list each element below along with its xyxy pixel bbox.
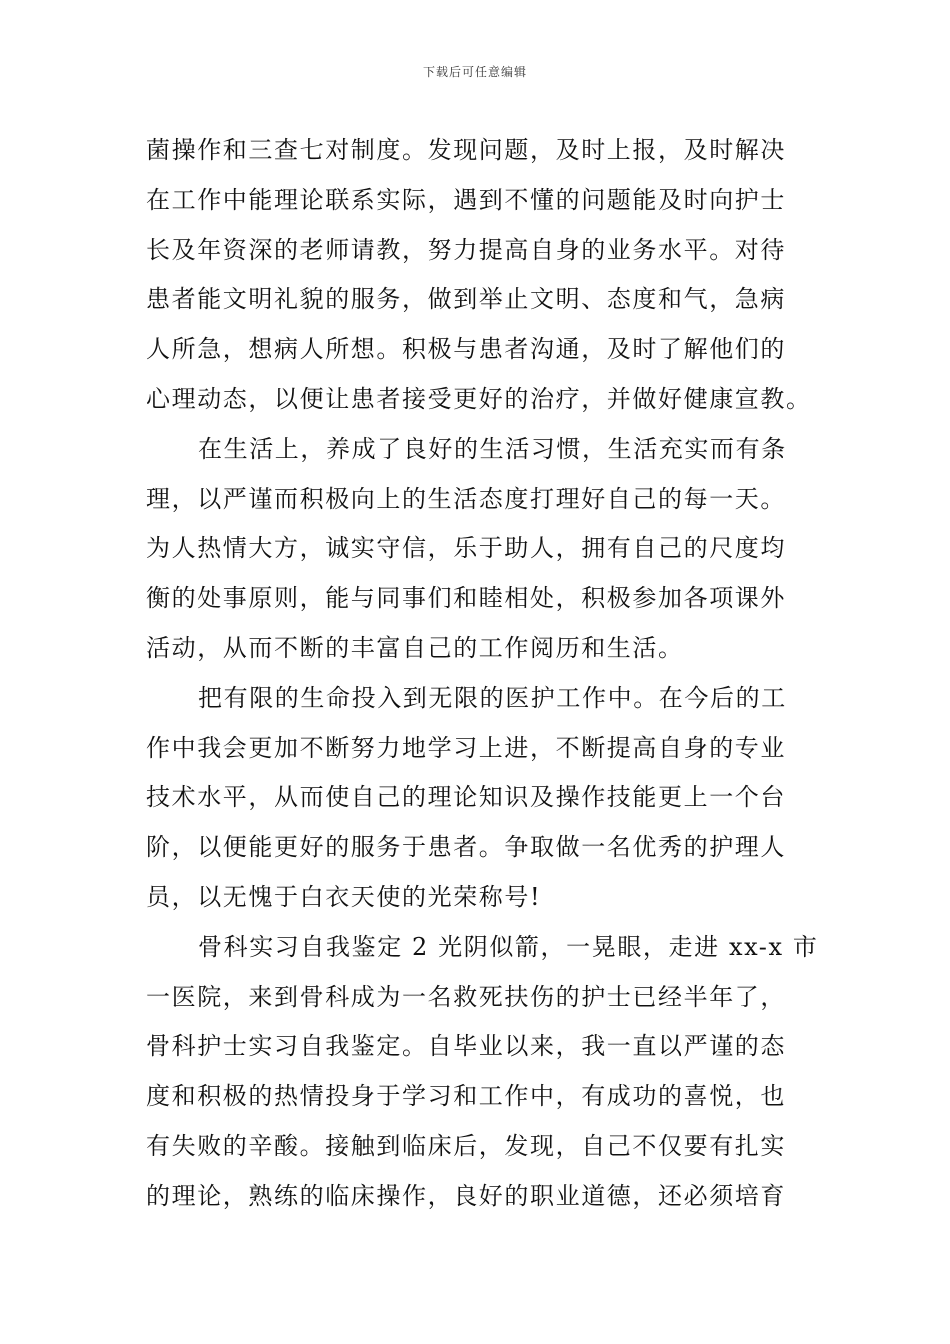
text-line: 衡的处事原则，能与同事们和睦相处，积极参加各项课外 xyxy=(146,584,786,613)
text-line: 一医院，来到骨科成为一名救死扶伤的护士已经半年了， xyxy=(146,982,786,1011)
text-line: 骨科护士实习自我鉴定。自毕业以来，我一直以严谨的态 xyxy=(146,1032,786,1061)
text-line: 技术水平，从而使自己的理论知识及操作技能更上一个台 xyxy=(146,783,786,812)
text-line: 长及年资深的老师请教，努力提高自身的业务水平。对待 xyxy=(146,235,786,264)
page-header: 下载后可任意编辑 xyxy=(422,65,527,79)
text-line: 把有限的生命投入到无限的医护工作中。在今后的工 xyxy=(198,683,787,712)
text-line: 菌操作和三查七对制度。发现问题，及时上报，及时解决 xyxy=(146,136,786,164)
text-line: 人所急，想病人所想。积极与患者沟通，及时了解他们的 xyxy=(146,335,786,364)
text-line: 为人热情大方，诚实守信，乐于助人，拥有自己的尺度均 xyxy=(146,534,786,563)
text-line: 活动，从而不断的丰富自己的工作阅历和生活。 xyxy=(146,633,684,662)
text-line: 阶，以便能更好的服务于患者。争取做一名优秀的护理人 xyxy=(146,833,786,862)
text-line: 患者能文明礼貌的服务，做到举止文明、态度和气，急病 xyxy=(146,285,786,314)
text-line: 在工作中能理论联系实际，遇到不懂的问题能及时向护士 xyxy=(146,185,786,214)
text-line: 骨科实习自我鉴定 2 光阴似箭，一晃眼，走进 xx-x 市 xyxy=(198,932,819,961)
document-body xyxy=(146,126,819,1222)
text-line: 作中我会更加不断努力地学习上进，不断提高自身的专业 xyxy=(146,733,786,762)
text-line: 的理论，熟练的临床操作，良好的职业道德，还必须培育 xyxy=(146,1181,786,1210)
text-line: 理，以严谨而积极向上的生活态度打理好自己的每一天。 xyxy=(146,484,786,513)
text-line: 在生活上，养成了良好的生活习惯，生活充实而有条 xyxy=(198,434,787,463)
text-line: 度和积极的热情投身于学习和工作中，有成功的喜悦，也 xyxy=(146,1082,786,1111)
text-line: 有失败的辛酸。接触到临床后，发现，自己不仅要有扎实 xyxy=(146,1131,786,1160)
text-line: 心理动态，以便让患者接受更好的治疗，并做好健康宣教。 xyxy=(146,384,812,413)
text-line: 员，以无愧于白衣天使的光荣称号! xyxy=(146,882,542,911)
